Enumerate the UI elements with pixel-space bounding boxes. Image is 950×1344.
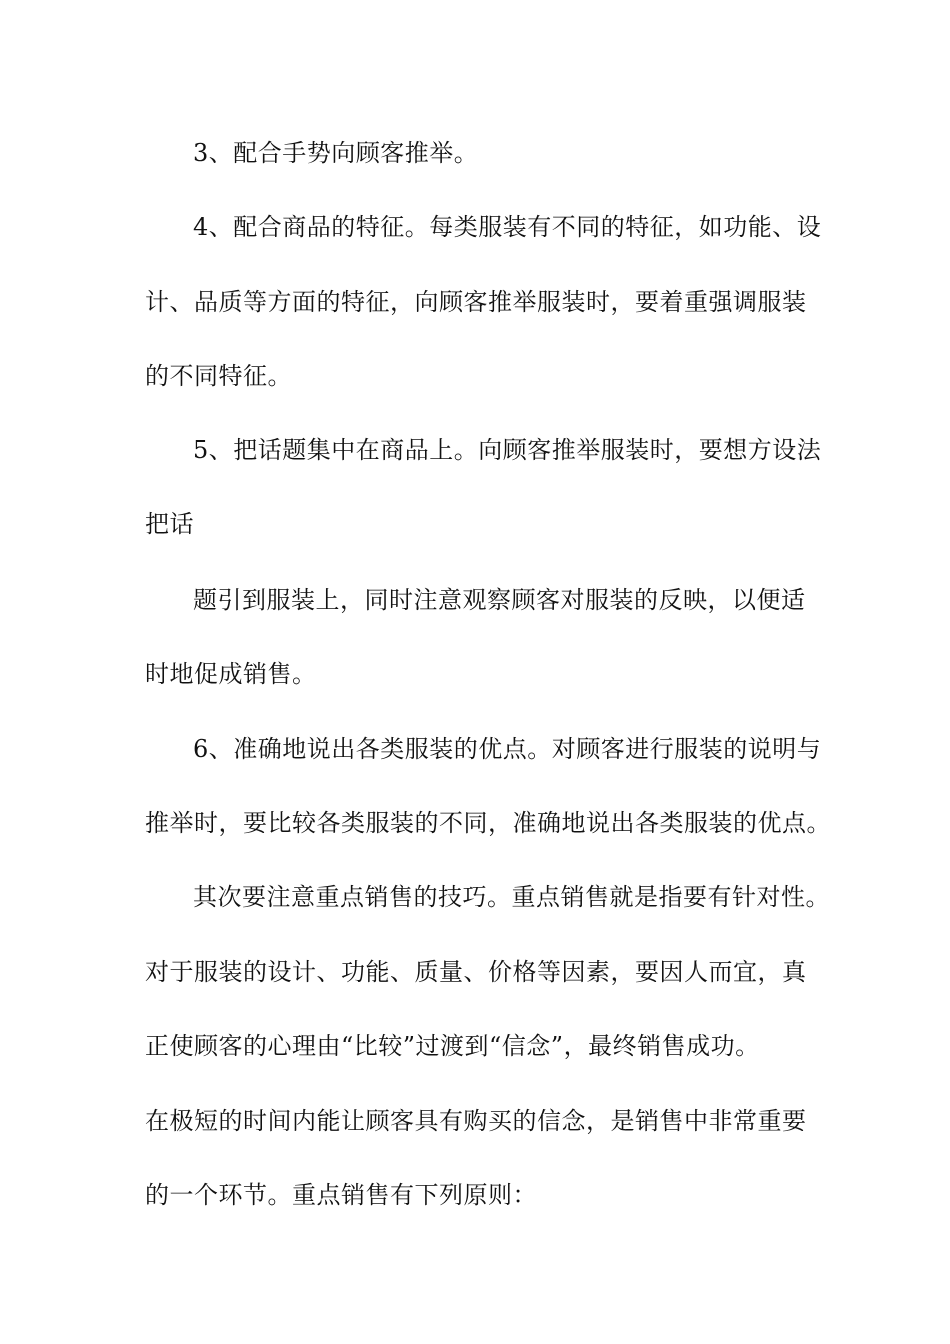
text-line: 计、品质等方面的特征，向顾客推举服装时，要着重强调服装 <box>145 288 807 316</box>
text-line: 其次要注意重点销售的技巧。重点销售就是指要有针对性。 <box>193 883 830 911</box>
text-line: 的不同特征。 <box>145 362 292 390</box>
text-line: 对于服装的设计、功能、质量、价格等因素，要因人而宜，真 <box>145 958 807 986</box>
text-line: 把话 <box>145 510 194 538</box>
text-line: 6、准确地说出各类服装的优点。对顾客进行服装的说明与 <box>193 735 822 763</box>
text-line: 5、把话题集中在商品上。向顾客推举服装时，要想方设法 <box>193 436 822 464</box>
text-line: 在极短的时间内能让顾客具有购买的信念，是销售中非常重要 <box>145 1107 807 1135</box>
text-line: 3、配合手势向顾客推举。 <box>193 139 479 167</box>
text-line: 正使顾客的心理由“比较”过渡到“信念”，最终销售成功。 <box>145 1032 760 1060</box>
text-line: 推举时，要比较各类服装的不同，准确地说出各类服装的优点。 <box>145 809 831 837</box>
text-line: 题引到服装上，同时注意观察顾客对服装的反映，以便适 <box>193 586 806 614</box>
text-line: 4、配合商品的特征。每类服装有不同的特征，如功能、设 <box>193 213 822 241</box>
text-line: 的一个环节。重点销售有下列原则： <box>145 1181 537 1209</box>
text-line: 时地促成销售。 <box>145 660 317 688</box>
